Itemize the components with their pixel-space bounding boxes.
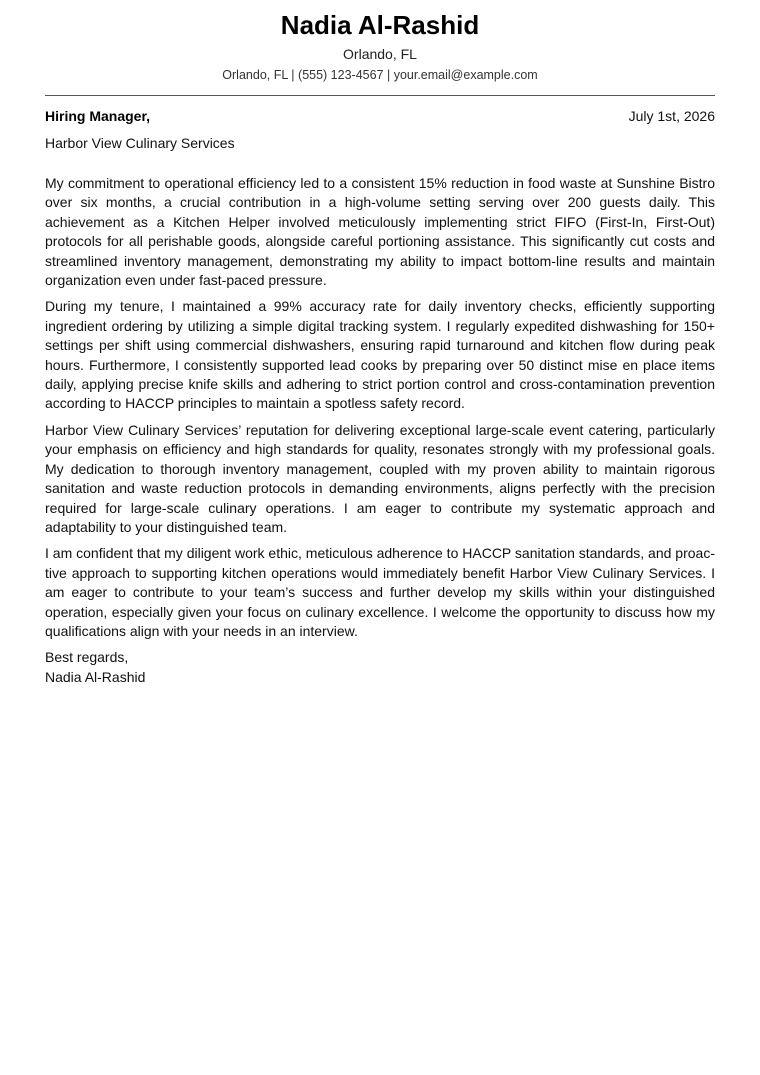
recipient-salutation: Hiring Manager,: [45, 108, 151, 124]
body-paragraph: During my tenure, I maintained a 99% accuracy rate for daily inventory checks, efficiently supporting ingredient ordering by utilizing a simple digital tracking system. I regularly expedited dishwashing for 150+ settings per shift using commercial dishwashers, ensuring rapid turnaround and kitchen flow during peak hours. Furthermore, I consistently supported lead cooks by preparing over 50 distinct mise en place items daily, applying precise knife skills and adhering to strict portion control and cross-contamination prevention according to HACCP principles to maintain a spotless safety record.: [45, 298, 715, 412]
closing-phrase: Best regards,: [45, 649, 129, 666]
header-divider: [45, 95, 715, 96]
recipient-company: Harbor View Culinary Services: [45, 135, 235, 151]
applicant-location: Orlando, FL: [343, 46, 417, 62]
body-paragraph: Harbor View Culinary Services’ reputation for delivering exceptional large-scale event catering, particularly your emphasis on efficiency and high standards for quality, resonates strongly with my professional goals. My dedication to thorough inventory management, coupled with my proven ability to maintain rigorous sanitation and waste reduction protocols in demanding environments, aligns perfectly with the precision required for large-scale culinary operations. I am eager to contribute my systematic approach and adaptability to your distinguished team.: [45, 421, 715, 535]
applicant-name: Nadia Al-Rashid: [280, 10, 480, 40]
body-paragraph: My commitment to operational efficiency led to a consistent 15% reduction in food waste at Sunshine Bistro over six months, a crucial contribution in a high-volume setting serving over 200 guests daily. This achievement as a Kitchen Helper involved meticulously implementing strict FIFO (First-In, First-Out) protocols for all perishable goods, alongside careful portioning assistance. This significantly cut costs and streamlined inventory management, demonstrating my ability to impact bottom-line results and maintain organization even under fast-paced pressure.: [45, 175, 715, 289]
applicant-contact-line: Orlando, FL | (555) 123-4567 | your.email@example.com: [222, 68, 538, 82]
salutation-date-row: [45, 107, 715, 125]
signature-name: Nadia Al-Rashid: [45, 668, 146, 685]
body-paragraph: I am confident that my diligent work ethic, meticulous adherence to HACCP sanitation standards, and proactive approach to supporting kitchen operations would immediately benefit Harbor View Culinary Services. I am eager to contribute to your team’s success and further develop my skills within your distinguished operation, especially given your focus on culinary excellence. I welcome the opportunity to discuss how my qualifications align with your needs in an interview.: [45, 545, 715, 639]
letter-closing: [45, 648, 715, 687]
letter-header: [45, 0, 715, 83]
letter-body: [45, 174, 715, 641]
letter-date: July 1st, 2026: [628, 108, 715, 124]
